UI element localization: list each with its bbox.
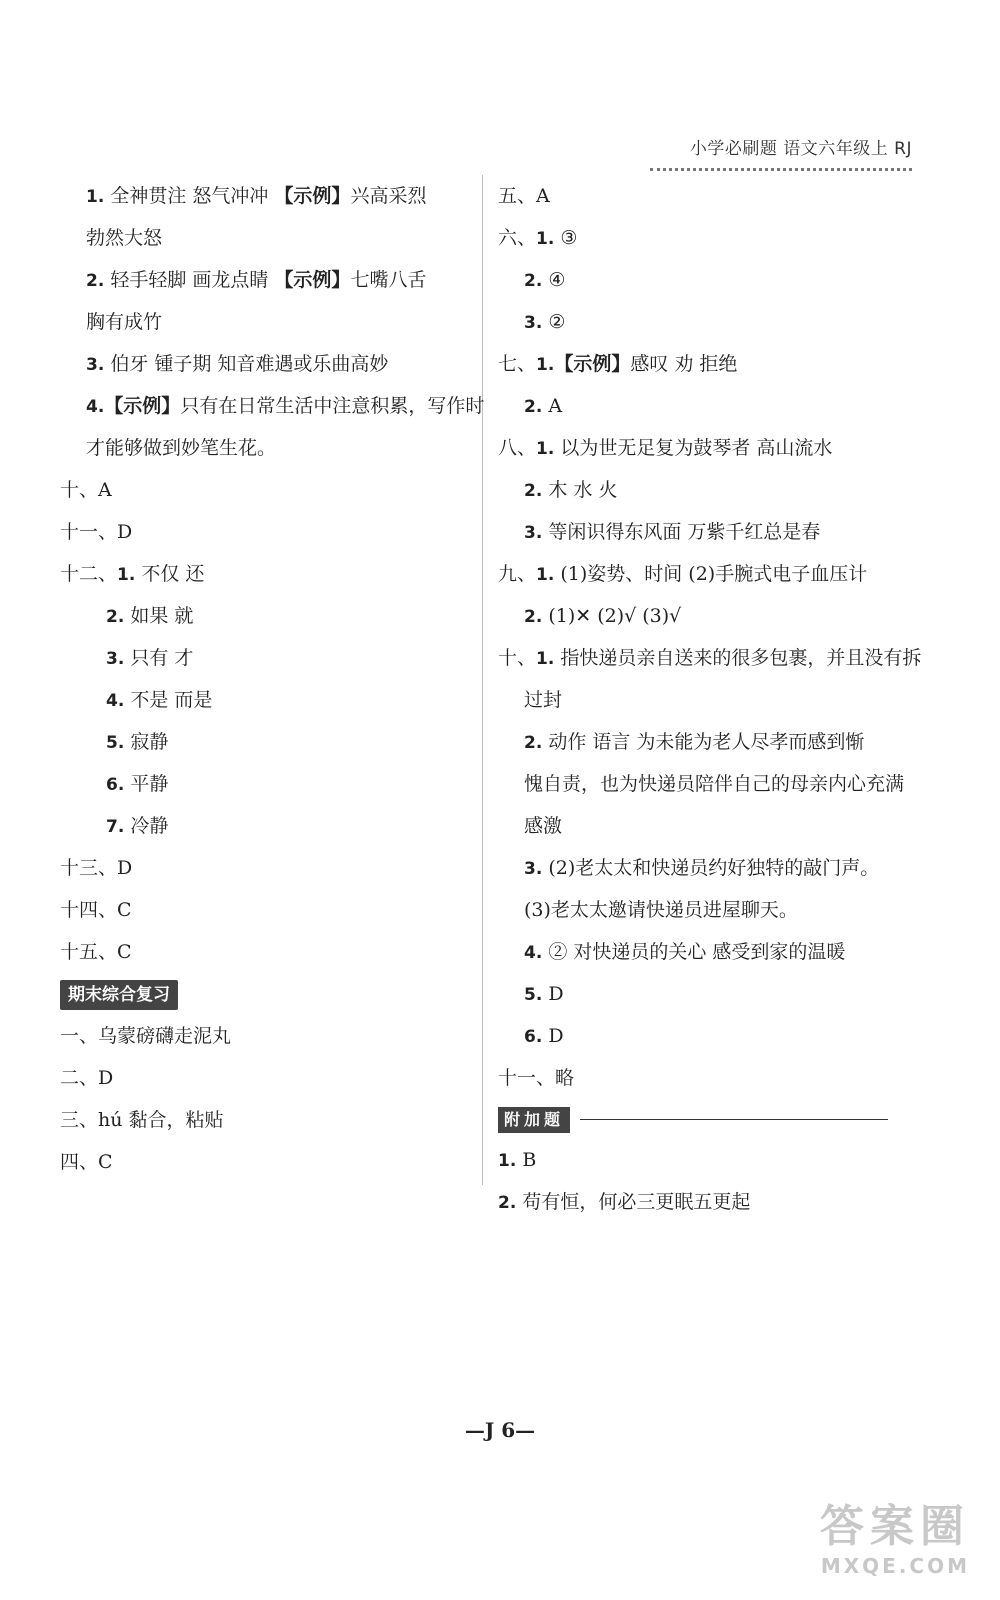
- bonus-heading-row: [498, 1099, 918, 1139]
- example-tag: 【示例】: [104, 395, 181, 417]
- column-divider: [482, 175, 483, 1185]
- answer-line: 七、1.【示例】感叹 劝 拒绝: [498, 353, 738, 375]
- answer-line: 十、1. 指快递员亲自送来的很多包裹，并且没有拆: [498, 647, 922, 669]
- answer-line: 4. 不是 而是: [106, 689, 213, 711]
- final-answer-4: 四、C: [60, 1151, 113, 1173]
- right-column: [498, 175, 922, 1223]
- answer-line: 2. 动作 语言 为未能为老人尽孝而感到惭: [524, 731, 865, 753]
- final-answer-1: 一、乌蒙磅礴走泥丸: [60, 1025, 232, 1047]
- answer-q13: 十三、D: [60, 857, 133, 879]
- answer-continuation: 勃然大怒: [86, 227, 163, 249]
- bonus-answer-2: 2. 苟有恒，何必三更眠五更起: [498, 1191, 751, 1213]
- left-column: [60, 175, 485, 1183]
- header-dotted-rule: [650, 168, 912, 171]
- answer-q11: 十一、D: [60, 521, 133, 543]
- answer-line: 3. 等闲识得东风面 万紫千红总是春: [524, 521, 821, 543]
- section-heading-row: [60, 973, 480, 1015]
- answer-continuation: 才能够做到妙笔生花。: [86, 437, 277, 459]
- answer-line: 5. D: [524, 983, 564, 1005]
- final-answer-3: 三、hú 黏合，粘贴: [60, 1109, 224, 1131]
- answer-q10: 十、A: [60, 479, 112, 501]
- answer-line: 六、1. ③: [498, 227, 578, 249]
- answer-line: 2. (1)✕ (2)√ (3)√: [524, 605, 682, 627]
- answer-continuation: 愧自责，也为快递员陪伴自己的母亲内心充满: [524, 773, 905, 795]
- answer-q5: 五、A: [498, 185, 550, 207]
- answer-q14: 十四、C: [60, 899, 132, 921]
- answer-line: 九、1. (1)姿势、时间 (2)手腕式电子血压计: [498, 563, 868, 585]
- example-tag: 【示例】: [554, 353, 631, 375]
- section-title-badge: 期末综合复习: [60, 980, 178, 1010]
- answer-line: 3. (2)老太太和快递员约好独特的敲门声。: [524, 857, 880, 879]
- answer-continuation: 过封: [524, 689, 563, 711]
- answer-line: 1. 全神贯注 怒气冲冲 【示例】兴高采烈: [86, 185, 427, 207]
- answer-line: 5. 寂静: [106, 731, 169, 753]
- final-answer-2: 二、D: [60, 1067, 114, 1089]
- answer-q12-line: 十二、1. 不仅 还: [60, 563, 205, 585]
- answer-line: 2. 木 水 火: [524, 479, 618, 501]
- answer-line: 3. 伯牙 锺子期 知音难遇或乐曲高妙: [86, 353, 389, 375]
- watermark-url: MXQE.COM: [820, 1554, 970, 1578]
- answer-q15: 十五、C: [60, 941, 132, 963]
- answer-q11: 十一、略: [498, 1067, 575, 1089]
- answer-line: 6. D: [524, 1025, 564, 1047]
- book-title-header: 小学必刷题 语文六年级上 RJ: [689, 139, 912, 159]
- page-number: —J 6—: [464, 1418, 536, 1442]
- answer-line: 4. ② 对快递员的关心 感受到家的温暖: [524, 941, 846, 963]
- example-tag: 【示例】: [274, 269, 351, 291]
- bonus-title-badge: 附加题: [498, 1107, 570, 1133]
- answer-line: 3. 只有 才: [106, 647, 194, 669]
- answer-line: 2. 轻手轻脚 画龙点睛 【示例】七嘴八舌: [86, 269, 427, 291]
- answer-continuation: 胸有成竹: [86, 311, 163, 333]
- answer-line: 八、1. 以为世无足复为鼓琴者 高山流水: [498, 437, 833, 459]
- answer-line: 2. 如果 就: [106, 605, 194, 627]
- bonus-rule-line: [580, 1119, 888, 1120]
- bonus-answer-1: 1. B: [498, 1149, 537, 1171]
- answer-line: 2. ④: [524, 269, 566, 291]
- answer-line: 7. 冷静: [106, 815, 169, 837]
- answer-line: 3. ②: [524, 311, 566, 333]
- answer-line: 2. A: [524, 395, 563, 417]
- answer-line: 6. 平静: [106, 773, 169, 795]
- answer-continuation: 感激: [524, 815, 563, 837]
- example-tag: 【示例】: [274, 185, 351, 207]
- watermark-logo-text: 答案圈: [820, 1501, 970, 1552]
- answer-line: 4.【示例】只有在日常生活中注意积累，写作时: [86, 395, 485, 417]
- site-watermark: [820, 1490, 970, 1578]
- answer-continuation: (3)老太太邀请快递员进屋聊天。: [524, 899, 798, 921]
